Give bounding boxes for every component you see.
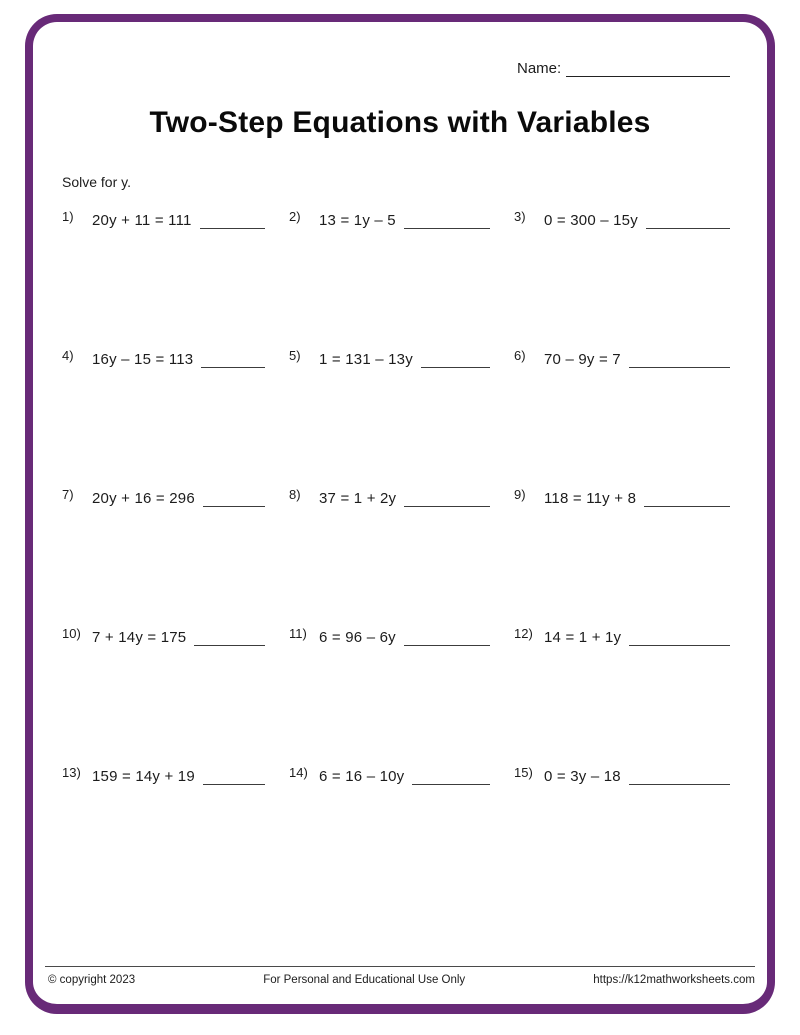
problem-number: 13) bbox=[62, 765, 81, 780]
answer-blank-line bbox=[200, 228, 265, 229]
problem-5 bbox=[289, 348, 490, 490]
problem-equation: 37 = 1 + 2y bbox=[319, 490, 397, 507]
problem-15 bbox=[514, 765, 730, 907]
answer-blank-line bbox=[194, 645, 265, 646]
problem-1 bbox=[62, 209, 265, 351]
problems-grid bbox=[62, 209, 730, 907]
problem-number: 7) bbox=[62, 487, 74, 502]
problem-equation: 1 = 131 – 13y bbox=[319, 351, 413, 368]
problem-number: 5) bbox=[289, 348, 301, 363]
footer bbox=[48, 974, 755, 986]
problem-number: 3) bbox=[514, 209, 526, 224]
problem-number: 14) bbox=[289, 765, 308, 780]
page-title: Two-Step Equations with Variables bbox=[149, 106, 651, 139]
problem-equation: 70 – 9y = 7 bbox=[544, 351, 621, 368]
website-url: https://k12mathworksheets.com bbox=[593, 974, 755, 986]
answer-blank-line bbox=[629, 367, 730, 368]
problem-3 bbox=[514, 209, 730, 351]
problem-equation: 20y + 11 = 111 bbox=[92, 212, 192, 229]
problem-8 bbox=[289, 487, 490, 629]
problem-13 bbox=[62, 765, 265, 907]
problem-2 bbox=[289, 209, 490, 351]
problem-number: 2) bbox=[289, 209, 301, 224]
problem-7 bbox=[62, 487, 265, 629]
problem-equation: 0 = 3y – 18 bbox=[544, 768, 621, 785]
problem-equation: 6 = 16 – 10y bbox=[319, 768, 405, 785]
problem-number: 11) bbox=[289, 626, 307, 641]
answer-blank-line bbox=[404, 645, 490, 646]
answer-blank-line bbox=[629, 784, 730, 785]
footer-divider bbox=[45, 966, 755, 967]
name-field bbox=[517, 60, 730, 77]
answer-blank-line bbox=[404, 506, 490, 507]
answer-blank-line bbox=[203, 784, 265, 785]
problem-number: 1) bbox=[62, 209, 74, 224]
problem-6 bbox=[514, 348, 730, 490]
usage-text: For Personal and Educational Use Only bbox=[263, 974, 466, 986]
problem-equation: 20y + 16 = 296 bbox=[92, 490, 195, 507]
problem-equation: 159 = 14y + 19 bbox=[92, 768, 195, 785]
name-blank-line bbox=[566, 76, 730, 77]
problem-equation: 6 = 96 – 6y bbox=[319, 629, 396, 646]
problem-12 bbox=[514, 626, 730, 768]
problem-equation: 13 = 1y – 5 bbox=[319, 212, 396, 229]
answer-blank-line bbox=[404, 228, 490, 229]
answer-blank-line bbox=[203, 506, 265, 507]
problem-equation: 16y – 15 = 113 bbox=[92, 351, 194, 368]
problem-4 bbox=[62, 348, 265, 490]
problem-number: 9) bbox=[514, 487, 526, 502]
problem-number: 8) bbox=[289, 487, 301, 502]
answer-blank-line bbox=[201, 367, 265, 368]
problem-number: 12) bbox=[514, 626, 533, 641]
instructions-text: Solve for y. bbox=[62, 174, 131, 190]
copyright-text: © copyright 2023 bbox=[48, 974, 136, 986]
answer-blank-line bbox=[644, 506, 730, 507]
problem-number: 6) bbox=[514, 348, 526, 363]
answer-blank-line bbox=[412, 784, 490, 785]
problem-equation: 14 = 1 + 1y bbox=[544, 629, 622, 646]
answer-blank-line bbox=[629, 645, 730, 646]
problem-equation: 0 = 300 – 15y bbox=[544, 212, 638, 229]
problem-number: 4) bbox=[62, 348, 74, 363]
name-label: Name: bbox=[517, 60, 562, 77]
problem-10 bbox=[62, 626, 265, 768]
problem-9 bbox=[514, 487, 730, 629]
problem-equation: 118 = 11y + 8 bbox=[544, 490, 637, 507]
problem-number: 10) bbox=[62, 626, 81, 641]
problem-equation: 7 + 14y = 175 bbox=[92, 629, 187, 646]
answer-blank-line bbox=[421, 367, 490, 368]
answer-blank-line bbox=[646, 228, 730, 229]
problem-number: 15) bbox=[514, 765, 533, 780]
problem-11 bbox=[289, 626, 490, 768]
problem-14 bbox=[289, 765, 490, 907]
